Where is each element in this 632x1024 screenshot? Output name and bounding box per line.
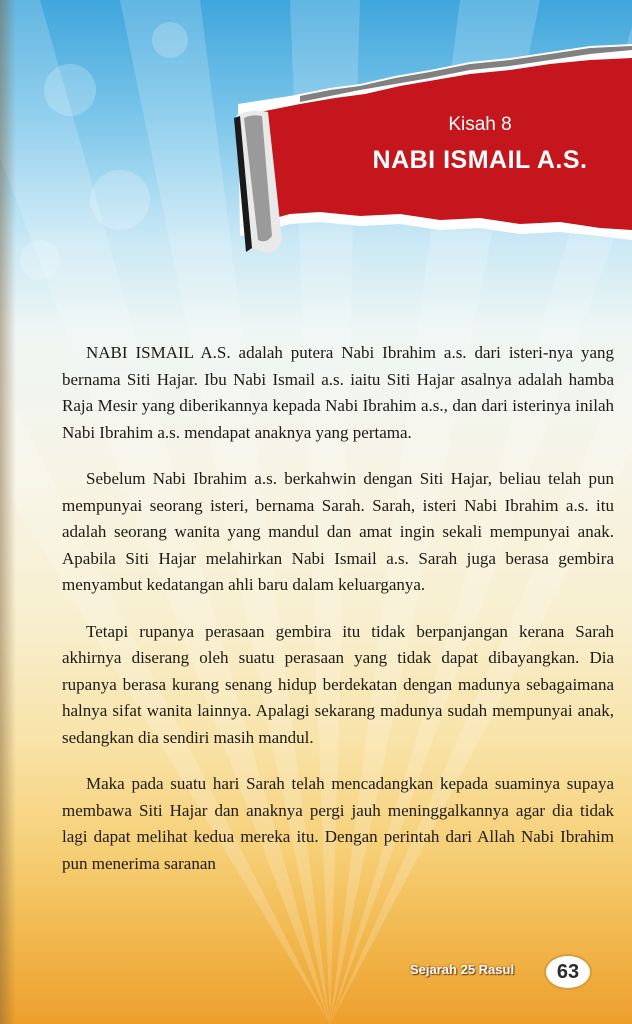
paragraph: NABI ISMAIL A.S. adalah putera Nabi Ibrahim a.s. dari isteri-nya yang bernama Siti Hajar. Ibu Nabi Ismail a.s. iaitu Siti Hajar asalnya adalah hamba Raja Mesir yang diberikannya kepada Nabi Ibrahim a.s., dan dari isterinya inilah Nabi Ibrahim a.s. mendapat anaknya yang pertama. — [62, 343, 614, 442]
paragraph: Sebelum Nabi Ibrahim a.s. berkahwin dengan Siti Hajar, beliau telah pun mempunyai seorang isteri, bernama Sarah. Sarah, isteri Nabi Ibrahim a.s. itu adalah seorang wanita yang mandul dan amat ingin sekali mempunyai anak. Apabila Siti Hajar melahirkan Nabi Ismail a.s. Sarah juga berasa gembira menyambut kedatangan ahli baru dalam keluarganya. — [62, 469, 614, 594]
paragraph: Tetapi rupanya perasaan gembira itu tidak berpanjangan kerana Sarah akhirnya diserang oleh suatu perasaan yang tidak dapat dibayangkan. Dia rupanya berasa kurang senang hidup berdekatan dengan madunya sebagaimana halnya sifat wanita lainnya. Apalagi sekarang madunya sudah mempunyai anak, sedangkan dia sendiri masih mandul. — [62, 621, 614, 747]
chapter-number-label: Kisah 8 — [448, 114, 512, 135]
chapter-title: NABI ISMAIL A.S. — [372, 146, 588, 174]
book-title: Sejarah 25 Rasul — [410, 962, 515, 977]
paragraph: Maka pada suatu hari Sarah telah mencadangkan kepada suaminya supaya membawa Siti Hajar dan anaknya pergi jauh meninggalkannya agar dia tidak lagi dapat melihat kedua mereka itu. Dengan perintah dari Allah Nabi Ibrahim pun menerima saranan — [62, 774, 614, 873]
torn-paper-banner — [0, 0, 632, 280]
page-number: 63 — [546, 956, 590, 988]
body-text — [62, 340, 614, 897]
